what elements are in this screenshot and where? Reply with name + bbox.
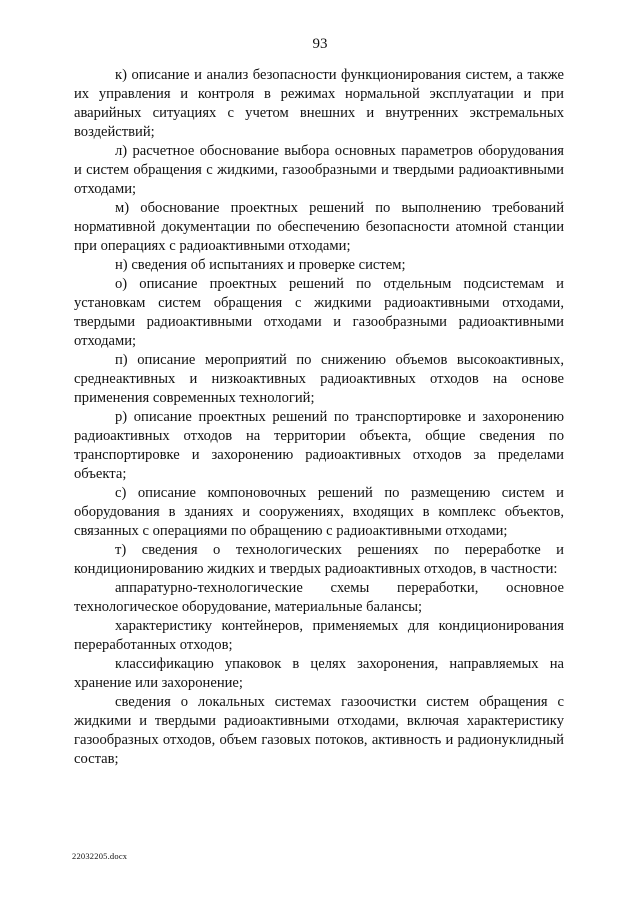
paragraph-t-item-gas-cleaning: сведения о локальных системах газоочистки систем обращения с жидкими и твердыми радиоактивными отходами, включая характеристику газообразных отходов, объем газовых потоков, активность и радионуклидный состав; (74, 694, 564, 767)
paragraph-s: с) описание компоновочных решений по размещению систем и оборудования в зданиях и сооружениях, входящих в комплекс объектов, связанных с операциями по обращению с радиоактивными отходами; (74, 485, 564, 539)
paragraph-n: н) сведения об испытаниях и проверке систем; (115, 257, 406, 273)
paragraph-k: к) описание и анализ безопасности функционирования систем, а также их управления и контроля в режимах нормальной эксплуатации и при аварийных ситуациях с учетом внешних и внутренних экстремальных воздействий; (74, 67, 564, 140)
paragraph-p: п) описание мероприятий по снижению объемов высокоактивных, среднеактивных и низкоактивных радиоактивных отходов на основе применения современных технологий; (74, 352, 564, 406)
paragraph-t: т) сведения о технологических решениях по переработке и кондиционированию жидких и твердых радиоактивных отходов, в частности: (74, 542, 564, 577)
paragraph-t-item-containers: характеристику контейнеров, применяемых для кондиционирования переработанных отходов; (74, 618, 564, 653)
paragraph-t-item-packages: классификацию упаковок в целях захоронения, направляемых на хранение или захоронение; (74, 656, 564, 691)
paragraph-m: м) обоснование проектных решений по выполнению требований нормативной документации по обеспечению безопасности атомной станции при операциях с радиоактивными отходами; (74, 200, 564, 254)
paragraph-r: р) описание проектных решений по транспортировке и захоронению радиоактивных отходов на территории объекта, общие сведения по транспортировке и захоронению радиоактивных отходов за пределами объекта; (74, 409, 564, 482)
paragraph-o: о) описание проектных решений по отдельным подсистемам и установкам систем обращения с жидкими радиоактивными отходами, твердыми радиоактивными отходами и газообразными радиоактивными отходами; (74, 276, 564, 349)
paragraph-l: л) расчетное обоснование выбора основных параметров оборудования и систем обращения с жидкими, газообразными и твердыми радиоактивными отходами; (74, 143, 564, 197)
document-body (74, 66, 564, 769)
page-number: 93 (312, 36, 328, 52)
footer-filename: 22032205.docx (72, 851, 128, 861)
paragraph-t-item-schemes: аппаратурно-технологические схемы переработки, основное технологическое оборудование, материальные балансы; (74, 580, 564, 615)
